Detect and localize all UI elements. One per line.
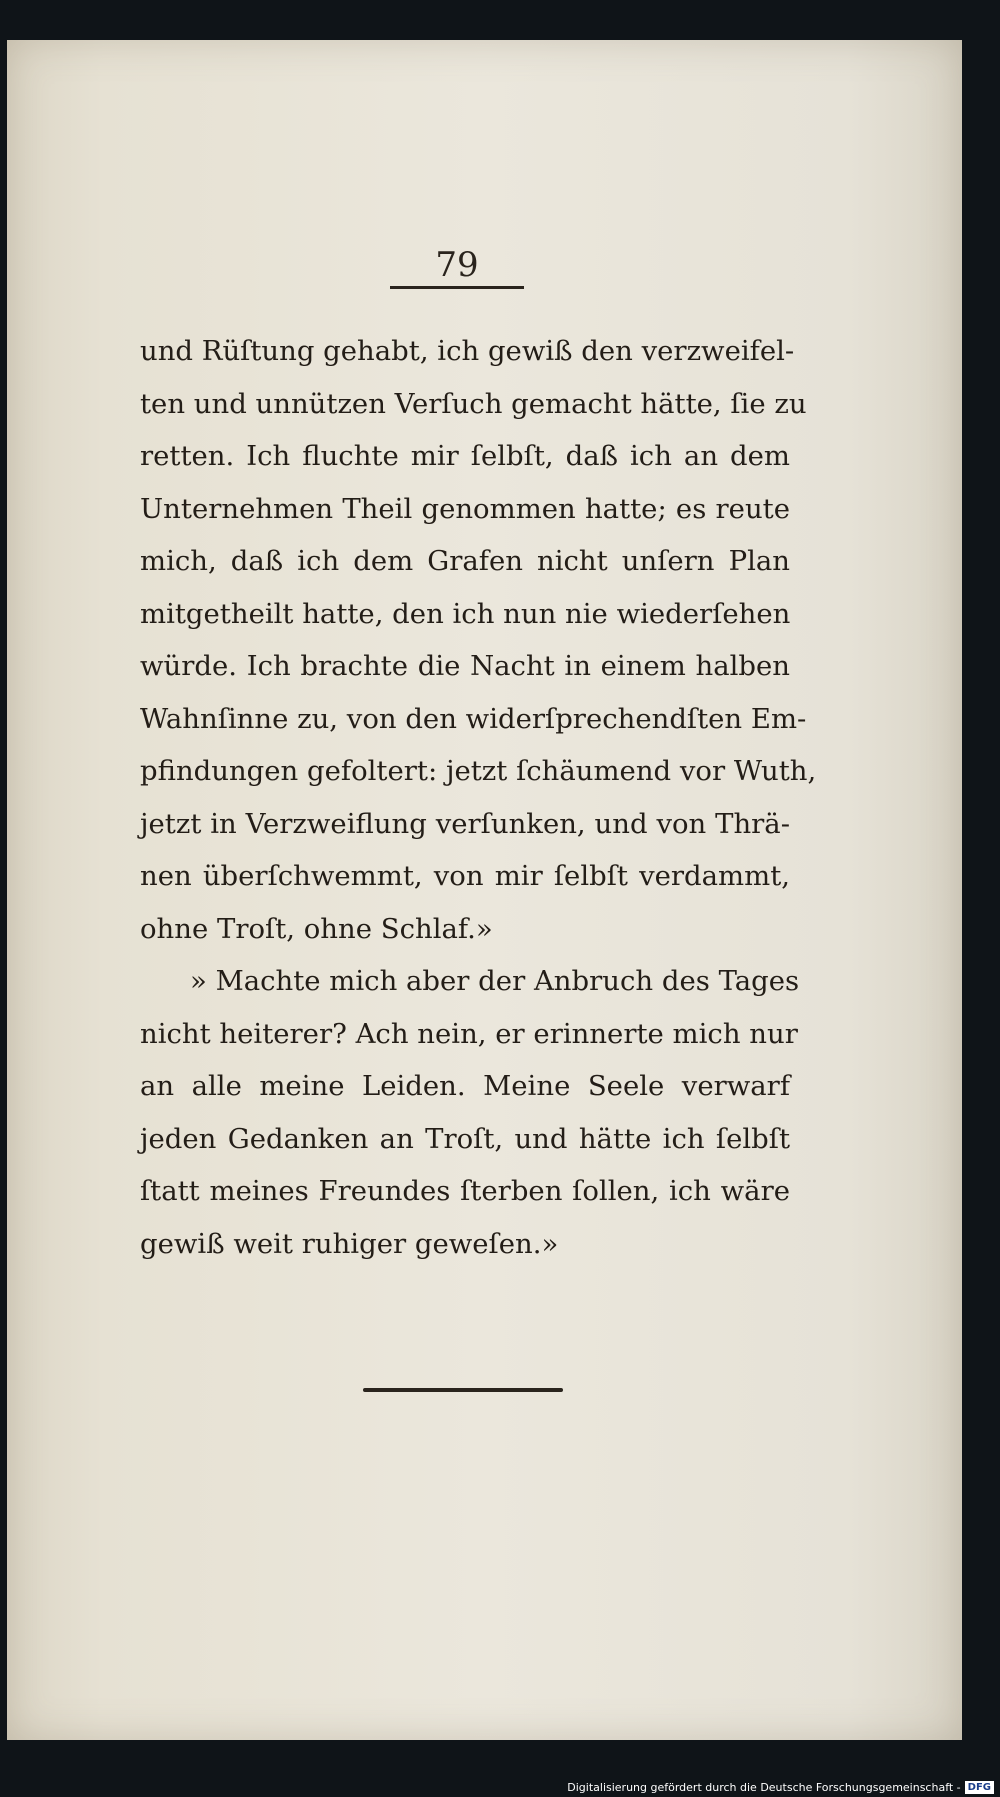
text-line: pfindungen gefoltert: jetzt ſchäumend vor Wuth,: [140, 755, 817, 787]
digitization-footer: [567, 1781, 994, 1794]
text-line: würde. Ich brachte die Nacht in einem halben: [140, 650, 790, 682]
dfg-logo: DFG: [965, 1781, 994, 1794]
chapter-end-rule: [363, 1388, 563, 1392]
text-line: jeden Gedanken an Troſt, und hätte ich ſelbſt: [140, 1122, 790, 1155]
text-line: nen überſchwemmt, von mir ſelbſt verdammt,: [140, 860, 790, 892]
page-number: 79: [435, 245, 479, 285]
paragraph-end-line: gewiß weit ruhiger geweſen.»: [140, 1227, 559, 1260]
text-line: und Rüſtung gehabt, ich gewiß den verzweifel-: [140, 335, 795, 367]
text-line: mich, daß ich dem Grafen nicht unſern Plan: [140, 545, 790, 577]
text-line: Wahnſinne zu, von den widerſprechendſten Em-: [140, 702, 807, 735]
paragraph-start-line: » Machte mich aber der Anbruch des Tages: [190, 965, 800, 997]
text-line: ſtatt meines Freundes ſterben ſollen, ich wäre: [140, 1175, 790, 1207]
text-line: ten und unnützen Verſuch gemacht hätte, ſie zu: [140, 387, 807, 420]
page-number-rule: [390, 286, 524, 289]
text-line: jetzt in Verzweiflung verſunken, und von Thrä-: [140, 807, 790, 840]
text-line: retten. Ich fluchte mir ſelbſt, daß ich an dem: [140, 440, 790, 472]
text-line: nicht heiterer? Ach nein, er erinnerte mich nur: [140, 1017, 798, 1050]
text-line: Unternehmen Theil genommen hatte; es reute: [140, 492, 790, 525]
body-text: [140, 325, 817, 1270]
funding-credit: Digitalisierung gefördert durch die Deutsche Forschungsgemeinschaft -: [567, 1781, 961, 1794]
paragraph-end-line: ohne Troſt, ohne Schlaf.»: [140, 912, 493, 945]
text-line: mitgetheilt hatte, den ich nun nie wiederſehen: [140, 597, 791, 630]
text-line: an alle meine Leiden. Meine Seele verwarf: [140, 1070, 790, 1102]
book-page: [7, 40, 962, 1740]
